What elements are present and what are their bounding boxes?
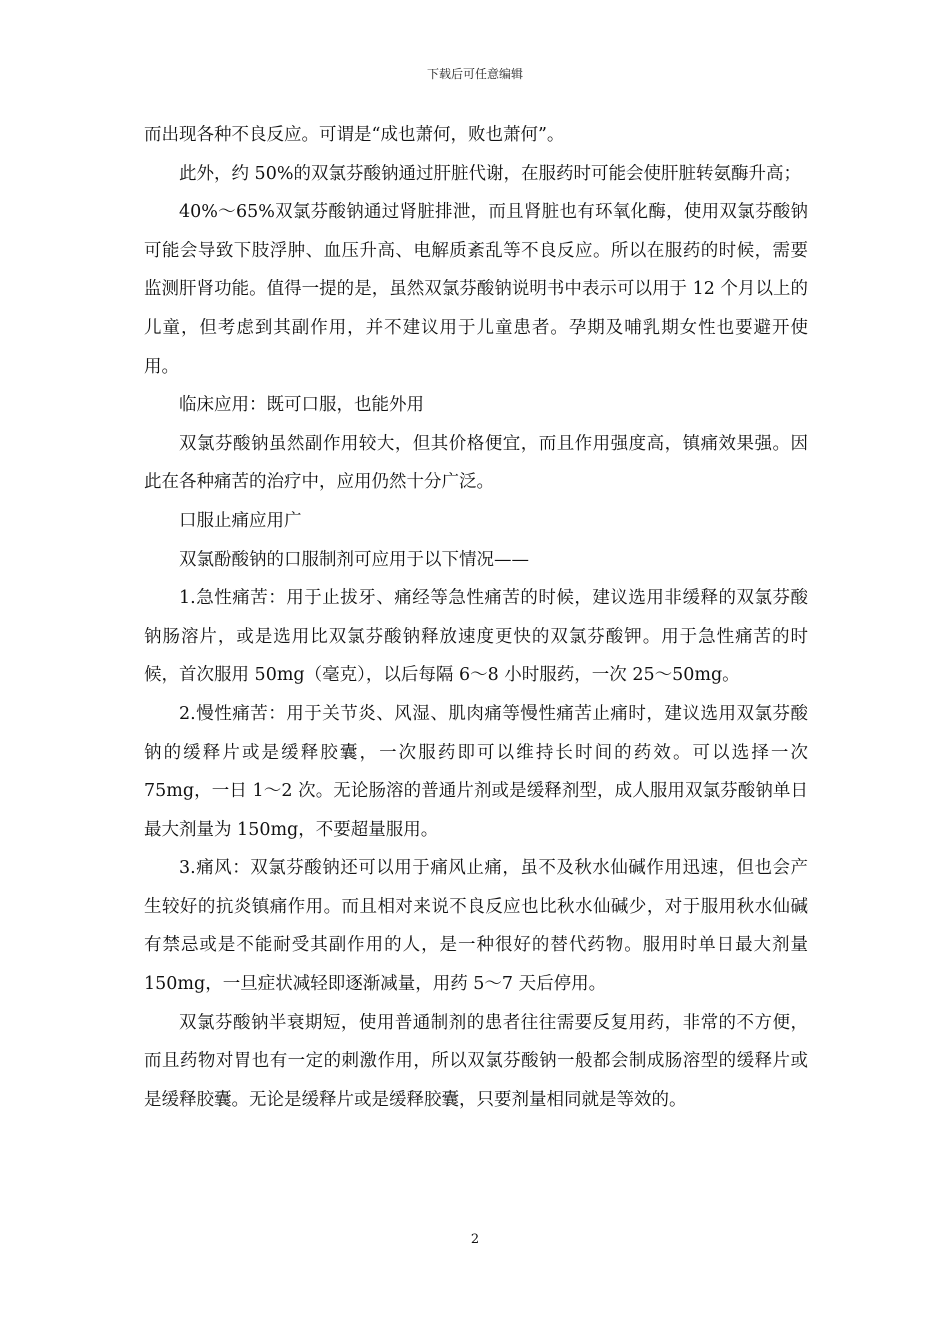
paragraph: 40%～65%双氯芬酸钠通过肾脏排泄，而且肾脏也有环氧化酶，使用双氯芬酸钠可能会导致下肢浮肿、血压升高、电解质紊乱等不良反应。所以在服药的时候，需要监测肝肾功能。值得一提的是，虽然双氯芬酸钠说明书中表示可以用于 12 个月以上的儿童，但考虑到其副作用，并不建议用于儿童患者。孕期及哺乳期女性也要避开使用。 xyxy=(144,202,808,377)
section-heading: 临床应用：既可口服，也能外用 xyxy=(179,395,424,416)
paragraph: 双氯芬酸钠虽然副作用较大，但其价格便宜，而且作用强度高，镇痛效果强。因此在各种痛苦的治疗中，应用仍然十分广泛。 xyxy=(144,433,808,493)
paragraph: 而出现各种不良反应。可谓是“成也萧何，败也萧何”。 xyxy=(144,125,565,145)
document-body xyxy=(144,116,808,1119)
page-number: 2 xyxy=(470,1232,480,1247)
page-header: 下载后可任意编辑 xyxy=(426,67,523,81)
paragraph: 双氯酚酸钠的口服制剂可应用于以下情况—— xyxy=(179,549,529,570)
list-item: 2.慢性痛苦：用于关节炎、风湿、肌肉痛等慢性痛苦止痛时，建议选用双氯芬酸钠的缓释片或是缓释胶囊，一次服药即可以维持长时间的药效。可以选择一次 75mg，一日 1～2 次。无论肠溶的普通片剂或是缓释剂型，成人服用双氯芬酸钠单日最大剂量为 150mg，不要超量服用。 xyxy=(144,703,808,840)
list-item: 1.急性痛苦：用于止拔牙、痛经等急性痛苦的时候，建议选用非缓释的双氯芬酸钠肠溶片，或是选用比双氯芬酸钠释放速度更快的双氯芬酸钾。用于急性痛苦的时候，首次服用 50mg（毫克），以后每隔 6～8 小时服药，一次 25～50mg。 xyxy=(144,588,808,686)
list-item: 3.痛风：双氯芬酸钠还可以用于痛风止痛，虽不及秋水仙碱作用迅速，但也会产生较好的抗炎镇痛作用。而且相对来说不良反应也比秋水仙碱少，对于服用秋水仙碱有禁忌或是不能耐受其副作用的人，是一种很好的替代药物。服用时单日最大剂量 150mg，一旦症状减轻即逐渐减量，用药 5～7 天后停用。 xyxy=(144,858,808,995)
section-heading: 口服止痛应用广 xyxy=(179,510,302,531)
paragraph: 此外，约 50%的双氯芬酸钠通过肝脏代谢，在服药时可能会使肝脏转氨酶升高； xyxy=(179,163,801,184)
paragraph: 双氯芬酸钠半衰期短，使用普通制剂的患者往往需要反复用药，非常的不方便，而且药物对胃也有一定的刺激作用，所以双氯芬酸钠一般都会制成肠溶型的缓释片或是缓释胶囊。无论是缓释片或是缓释胶囊，只要剂量相同就是等效的。 xyxy=(144,1012,808,1110)
